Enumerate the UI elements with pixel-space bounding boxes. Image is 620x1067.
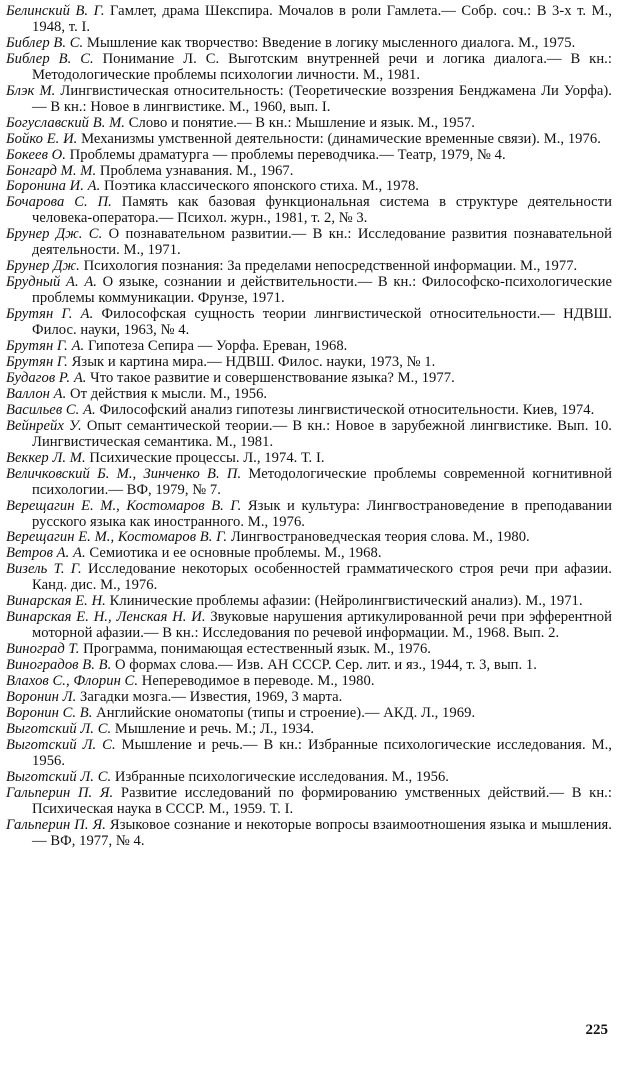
entry-text: Философская сущность теории лингвистической относительности.— НДВШ. Филос. науки, 1963, № 4. [32, 306, 612, 339]
entry-text: Проблемы драматурга — проблемы переводчика.— Театр, 1979, № 4. [65, 146, 506, 163]
bibliography-entry [6, 339, 612, 355]
bibliography-entry [6, 355, 612, 371]
entry-text: Клинические проблемы афазии: (Нейролингвистический анализ). М., 1971. [105, 593, 583, 610]
entry-text: Понимание Л. С. Выготским внутренней речи и логика диалога.— В кн.: Методологические проблемы психологии личности. М., 1981. [32, 50, 612, 83]
entry-text: Язык и картина мира.— НДВШ. Филос. науки, 1973, № 1. [67, 353, 436, 370]
entry-author: Библер В. С. [6, 50, 94, 67]
entry-text: Звуковые нарушения артикулированной речи при эфферентной моторной афазии.— В кн.: Исследования по речевой информации. М., 1968. Вып. 2. [32, 609, 612, 642]
entry-text: Методологические проблемы современной когнитивной психологии.— ВФ, 1979, № 7. [32, 465, 612, 498]
entry-text: Избранные психологические исследования. М., 1956. [111, 768, 450, 785]
entry-author: Выготский Л. С. [6, 736, 116, 753]
bibliography-entry [6, 36, 612, 52]
entry-author: Будагов Р. А. [6, 369, 87, 386]
entry-text: Программа, понимающая естественный язык. М., 1976. [79, 641, 432, 658]
entry-author: Влахов С., Флорин С. [6, 673, 139, 690]
entry-author: Бочарова С. П. [6, 194, 112, 211]
entry-text: Память как базовая функциональная система в структуре деятельности человека-оператора.— Психол. журн., 1981, т. 2, № 3. [32, 194, 612, 227]
entry-text: Психология познания: За пределами непосредственной информации. М., 1977. [79, 258, 578, 275]
bibliography-entry [6, 195, 612, 227]
page-number: 225 [585, 1022, 608, 1038]
entry-text: Что такое развитие и совершенствование языка? М., 1977. [86, 369, 455, 386]
entry-text: Опыт семантической теории.— В кн.: Новое в зарубежной лингвистике. Вып. 10. Лингвистическая семантика. М., 1981. [32, 417, 612, 450]
entry-text: Психические процессы. Л., 1974. Т. I. [85, 449, 325, 466]
bibliography-entry [6, 467, 612, 499]
entry-author: Блэк М. [6, 82, 56, 99]
bibliography-entry [6, 451, 612, 467]
entry-text: Слово и понятие.— В кн.: Мышление и язык. М., 1957. [125, 114, 475, 131]
entry-author: Гальперин П. Я. [6, 784, 114, 801]
bibliography-entry [6, 84, 612, 116]
entry-author: Ветров А. А. [6, 545, 86, 562]
entry-author: Вейнрейх У. [6, 417, 82, 434]
entry-text: Гамлет, драма Шекспира. Мочалов в роли Гамлета.— Собр. соч.: В 3-х т. М., 1948, т. I. [32, 3, 613, 35]
bibliography-entry [6, 371, 612, 387]
bibliography-entry [6, 164, 612, 180]
entry-author: Брунер Дж. [6, 258, 80, 275]
entry-text: Семиотика и ее основные проблемы. М., 1968. [85, 545, 382, 562]
entry-text: Лингвострановедческая теория слова. М., 1980. [227, 529, 530, 546]
bibliography-entry [6, 499, 612, 531]
entry-author: Брудный А. А. [6, 274, 97, 291]
bibliography-entry [6, 148, 612, 164]
entry-text: Развитие исследований по формированию умственных действий.— В кн.: Психическая наука в СССР. М., 1959. Т. I. [32, 784, 612, 817]
entry-author: Бойко Е. И. [6, 130, 78, 147]
bibliography-entry [6, 722, 612, 738]
bibliography-entry [6, 546, 612, 562]
entry-text: Мышление и речь.— В кн.: Избранные психологические исследования. М., 1956. [32, 736, 613, 769]
bibliography-entry [6, 690, 612, 706]
bibliography-entry [6, 179, 612, 195]
bibliography-entry [6, 275, 612, 307]
entry-author: Виноград Т. [6, 641, 80, 658]
bibliography-entry [6, 419, 612, 451]
entry-author: Брутян Г. А. [6, 338, 85, 355]
entry-author: Величковский Б. М., Зинченко В. П. [6, 465, 242, 482]
bibliography-entry [6, 786, 612, 818]
entry-author: Белинский В. Г. [6, 3, 105, 19]
bibliography-entry [6, 562, 612, 594]
entry-text: Механизмы умственной деятельности: (динамические временные связи). М., 1976. [77, 130, 601, 147]
entry-text: Лингвистическая относительность: (Теоретические воззрения Бенджамена Ли Уорфа).— В кн.: Новое в лингвистике. М., 1960, вып. I. [32, 82, 612, 115]
bibliography-entry [6, 4, 612, 36]
entry-author: Библер В. С. [6, 34, 84, 51]
entry-author: Верещагин Е. М., Костомаров В. Г. [6, 529, 228, 546]
entry-author: Виноградов В. В. [6, 657, 112, 674]
entry-author: Бокеев О. [6, 146, 66, 163]
bibliography-entry [6, 706, 612, 722]
bibliography-entry [6, 674, 612, 690]
entry-author: Брутян Г. А. [6, 306, 94, 323]
entry-text: От действия к мысли. М., 1956. [66, 385, 268, 402]
bibliography-entry [6, 642, 612, 658]
entry-text: Язык и культура: Лингвострановедение в преподавании русского языка как иностранного. М., 1976. [32, 497, 612, 530]
entry-author: Богуславский В. М. [6, 114, 125, 131]
bibliography-entry [6, 403, 612, 419]
entry-text: О языке, сознании и действительности.— В кн.: Философско-психологические проблемы коммуникации. Фрунзе, 1971. [32, 274, 612, 307]
entry-author: Выготский Л. С. [6, 768, 112, 785]
entry-author: Васильев С. А. [6, 401, 96, 418]
bibliography-list [6, 4, 612, 850]
entry-text: О формах слова.— Изв. АН СССР. Сер. лит. и яз., 1944, т. 3, вып. 1. [111, 657, 537, 674]
entry-author: Верещагин Е. М., Костомаров В. Г. [6, 497, 242, 514]
bibliography-entry [6, 818, 612, 850]
entry-author: Брунер Дж. С. [6, 226, 103, 243]
bibliography-entry [6, 530, 612, 546]
entry-text: О познавательном развитии.— В кн.: Исследование развития познавательной деятельности. М., 1971. [32, 226, 613, 259]
bibliography-entry [6, 227, 612, 259]
entry-author: Воронин С. В. [6, 704, 93, 721]
bibliography-entry [6, 132, 612, 148]
entry-author: Винарская Е. Н. [6, 593, 106, 610]
entry-text: Непереводимое в переводе. М., 1980. [138, 673, 375, 690]
entry-author: Бонгард М. М. [6, 162, 97, 179]
entry-text: Языковое сознание и некоторые вопросы взаимоотношения языка и мышления.— ВФ, 1977, № 4. [32, 816, 612, 849]
entry-text: Мышление и речь. М.; Л., 1934. [111, 720, 315, 737]
bibliography-entry [6, 738, 612, 770]
entry-author: Гальперин П. Я. [6, 816, 106, 833]
bibliography-entry [6, 387, 612, 403]
bibliography-entry [6, 52, 612, 84]
bibliography-entry [6, 259, 612, 275]
entry-author: Выготский Л. С. [6, 720, 112, 737]
entry-text: Проблема узнавания. М., 1967. [96, 162, 294, 179]
bibliography-entry [6, 770, 612, 786]
entry-text: Английские ономатопы (типы и строение).— АКД. Л., 1969. [92, 704, 476, 721]
bibliography-entry [6, 594, 612, 610]
entry-text: Мышление как творчество: Введение в логику мысленного диалога. М., 1975. [83, 34, 576, 51]
entry-author: Брутян Г. [6, 353, 68, 370]
entry-text: Гипотеза Сепира — Уорфа. Ереван, 1968. [84, 338, 348, 355]
bibliography-entry [6, 116, 612, 132]
entry-author: Веккер Л. М. [6, 449, 86, 466]
bibliography-entry [6, 307, 612, 339]
entry-text: Поэтика классического японского стиха. М., 1978. [100, 178, 419, 195]
entry-author: Винарская Е. Н., Ленская Н. И. [6, 609, 206, 626]
entry-author: Воронин Л. [6, 688, 77, 705]
entry-text: Загадки мозга.— Известия, 1969, 3 марта. [76, 688, 343, 705]
entry-author: Боронина И. А. [6, 178, 101, 195]
entry-author: Визель Т. Г. [6, 561, 82, 578]
entry-text: Философский анализ гипотезы лингвистической относительности. Киев, 1974. [95, 401, 595, 418]
bibliography-entry [6, 658, 612, 674]
bibliography-entry [6, 610, 612, 642]
entry-author: Валлон А. [6, 385, 67, 402]
entry-text: Исследование некоторых особенностей грамматического строя речи при афазии. Канд. дис. М., 1976. [32, 561, 612, 594]
